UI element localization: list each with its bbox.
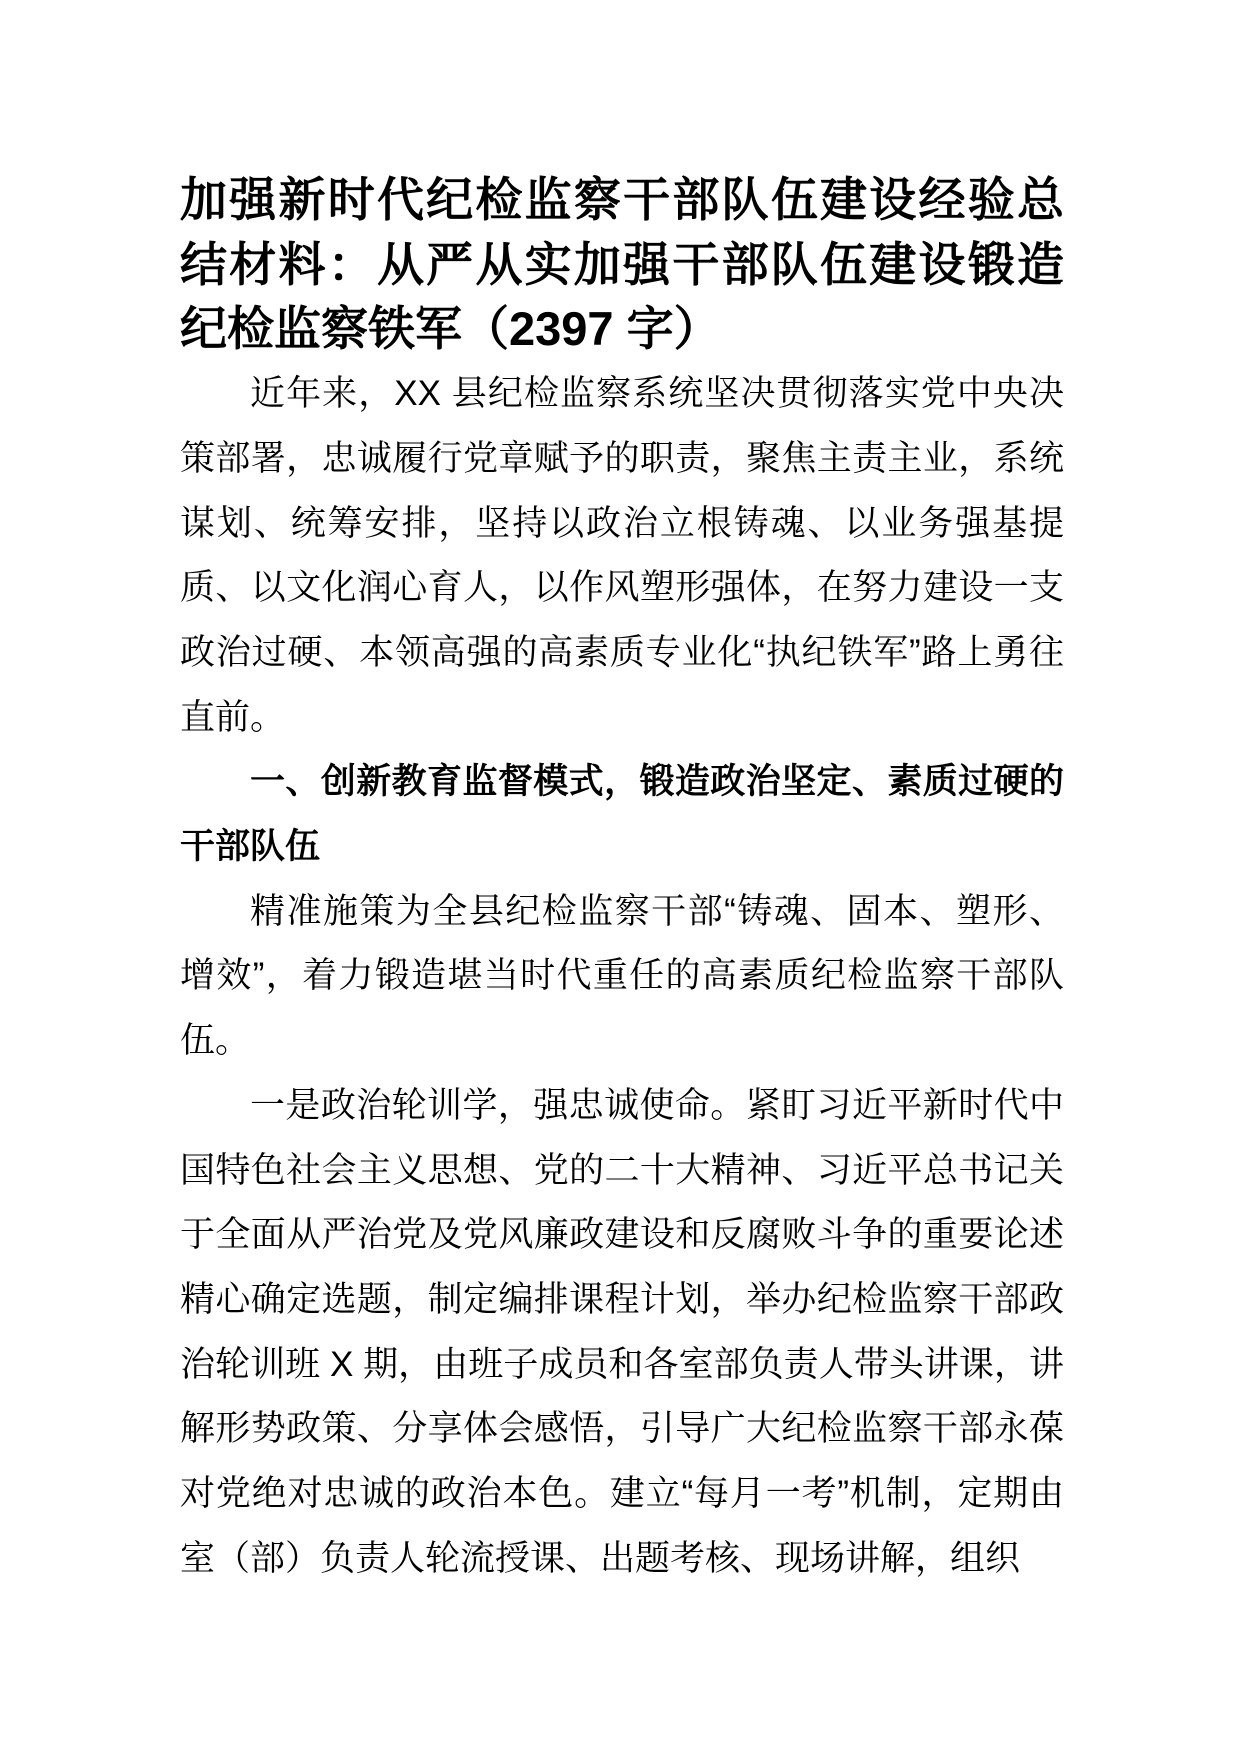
paragraph-point-one: 一是政治轮训学，强忠诚使命。紧盯习近平新时代中国特色社会主义思想、党的二十大精神、习近平总书记关于全面从严治党及党风廉政建设和反腐败斗争的重要论述精心确定选题，制定编排课程计划，举办纪检监察干部政治轮训班 X 期，由班子成员和各室部负责人带头讲课，讲解形势政策、分享体会感悟，引导广大纪检监察干部永葆对党绝对忠诚的政治本色。建立“每月一考”机制，定期由室（部）负责人轮流授课、出题考核、现场讲解，组织 [180, 1085, 1064, 1578]
document-content [180, 168, 1064, 1591]
section-heading-1: 一、创新教育监督模式，锻造政治坚定、素质过硬的干部队伍 [180, 762, 1064, 867]
paragraph-intro: 近年来，XX 县纪检监察系统坚决贯彻落实党中央决策部署，忠诚履行党章赋予的职责，聚焦主责主业，系统谋划、统筹安排，坚持以政治立根铸魂、以业务强基提质、以文化润心育人，以作风塑形强体，在努力建设一支政治过硬、本领高强的高素质专业化“执纪铁军”路上勇往直前。 [180, 374, 1064, 737]
paragraph-section-lead: 精准施策为全县纪检监察干部“铸魂、固本、塑形、增效”，着力锻造堪当时代重任的高素质纪检监察干部队伍。 [180, 891, 1064, 1061]
document-title: 加强新时代纪检监察干部队伍建设经验总结材料：从严从实加强干部队伍建设锻造纪检监察铁军（2397 字） [180, 173, 1064, 356]
